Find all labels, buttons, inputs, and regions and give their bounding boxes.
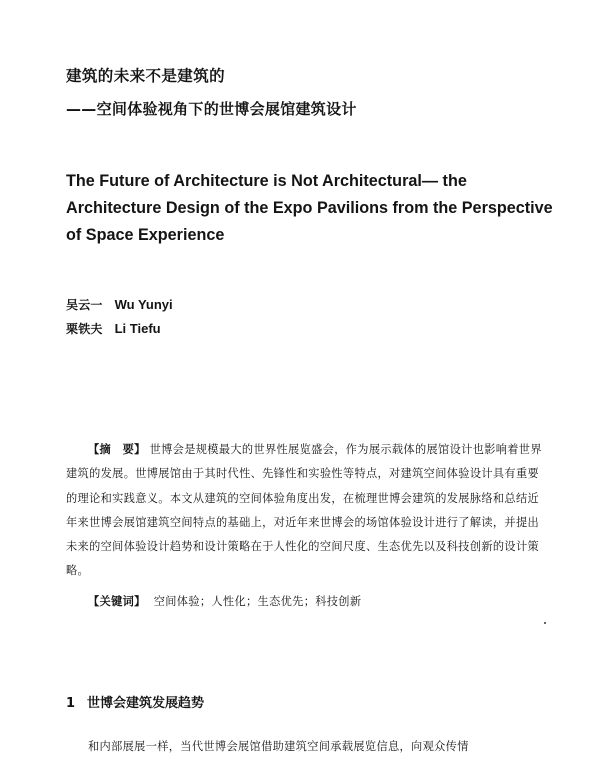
keywords — [88, 593, 361, 609]
author-name-english: Wu Yunyi — [114, 297, 173, 312]
section-number: 1 — [66, 696, 76, 711]
title-chinese: 建筑的未来不是建筑的 — [66, 67, 226, 85]
section-heading — [66, 692, 204, 711]
subtitle-chinese: ——空间体验视角下的世博会展馆建筑设计 — [66, 100, 357, 118]
keywords-label: 【关键词】 — [88, 595, 146, 608]
author-2 — [66, 320, 161, 337]
keywords-text: 空间体验；人性化；生态优先；科技创新 — [153, 595, 362, 608]
body-text-line: 和内部展展一样，当代世博会展馆借助建筑空间承载展览信息，向观众传情 — [88, 740, 469, 753]
section-title: 世博会建筑发展趋势 — [87, 696, 205, 711]
author-name-chinese: 栗铁夫 — [66, 322, 103, 336]
author-name-chinese: 吴云一 — [66, 298, 103, 312]
author-name-english: Li Tiefu — [114, 321, 161, 336]
abstract-text: 世博会是规模最大的世界性展览盛会，作为展示载体的展馆设计也影响着世界建筑的发展。世博展馆由于其时代性、先锋性和实验性等特点，对建筑空间体验设计具有重要的理论和实践意义。本文从建筑的空间体验角度出发，在梳理世博会建筑的发展脉络和总结近年来世博会展馆建筑空间特点的基础上，对近年来世博会的场馆体验设计进行了解读，并提出未来的空间体验设计趋势和设计策略在于人性化的空间尺度、生态优先以及科技创新的设计策略。 — [66, 443, 542, 578]
author-1 — [66, 296, 173, 313]
scan-speck — [544, 622, 546, 624]
title-english: The Future of Architecture is Not Architectural— the Architecture Design of the Expo Pavilions from the Perspective of Space Experience — [66, 172, 553, 244]
abstract — [66, 438, 544, 584]
abstract-label: 【摘 要】 — [88, 443, 146, 456]
